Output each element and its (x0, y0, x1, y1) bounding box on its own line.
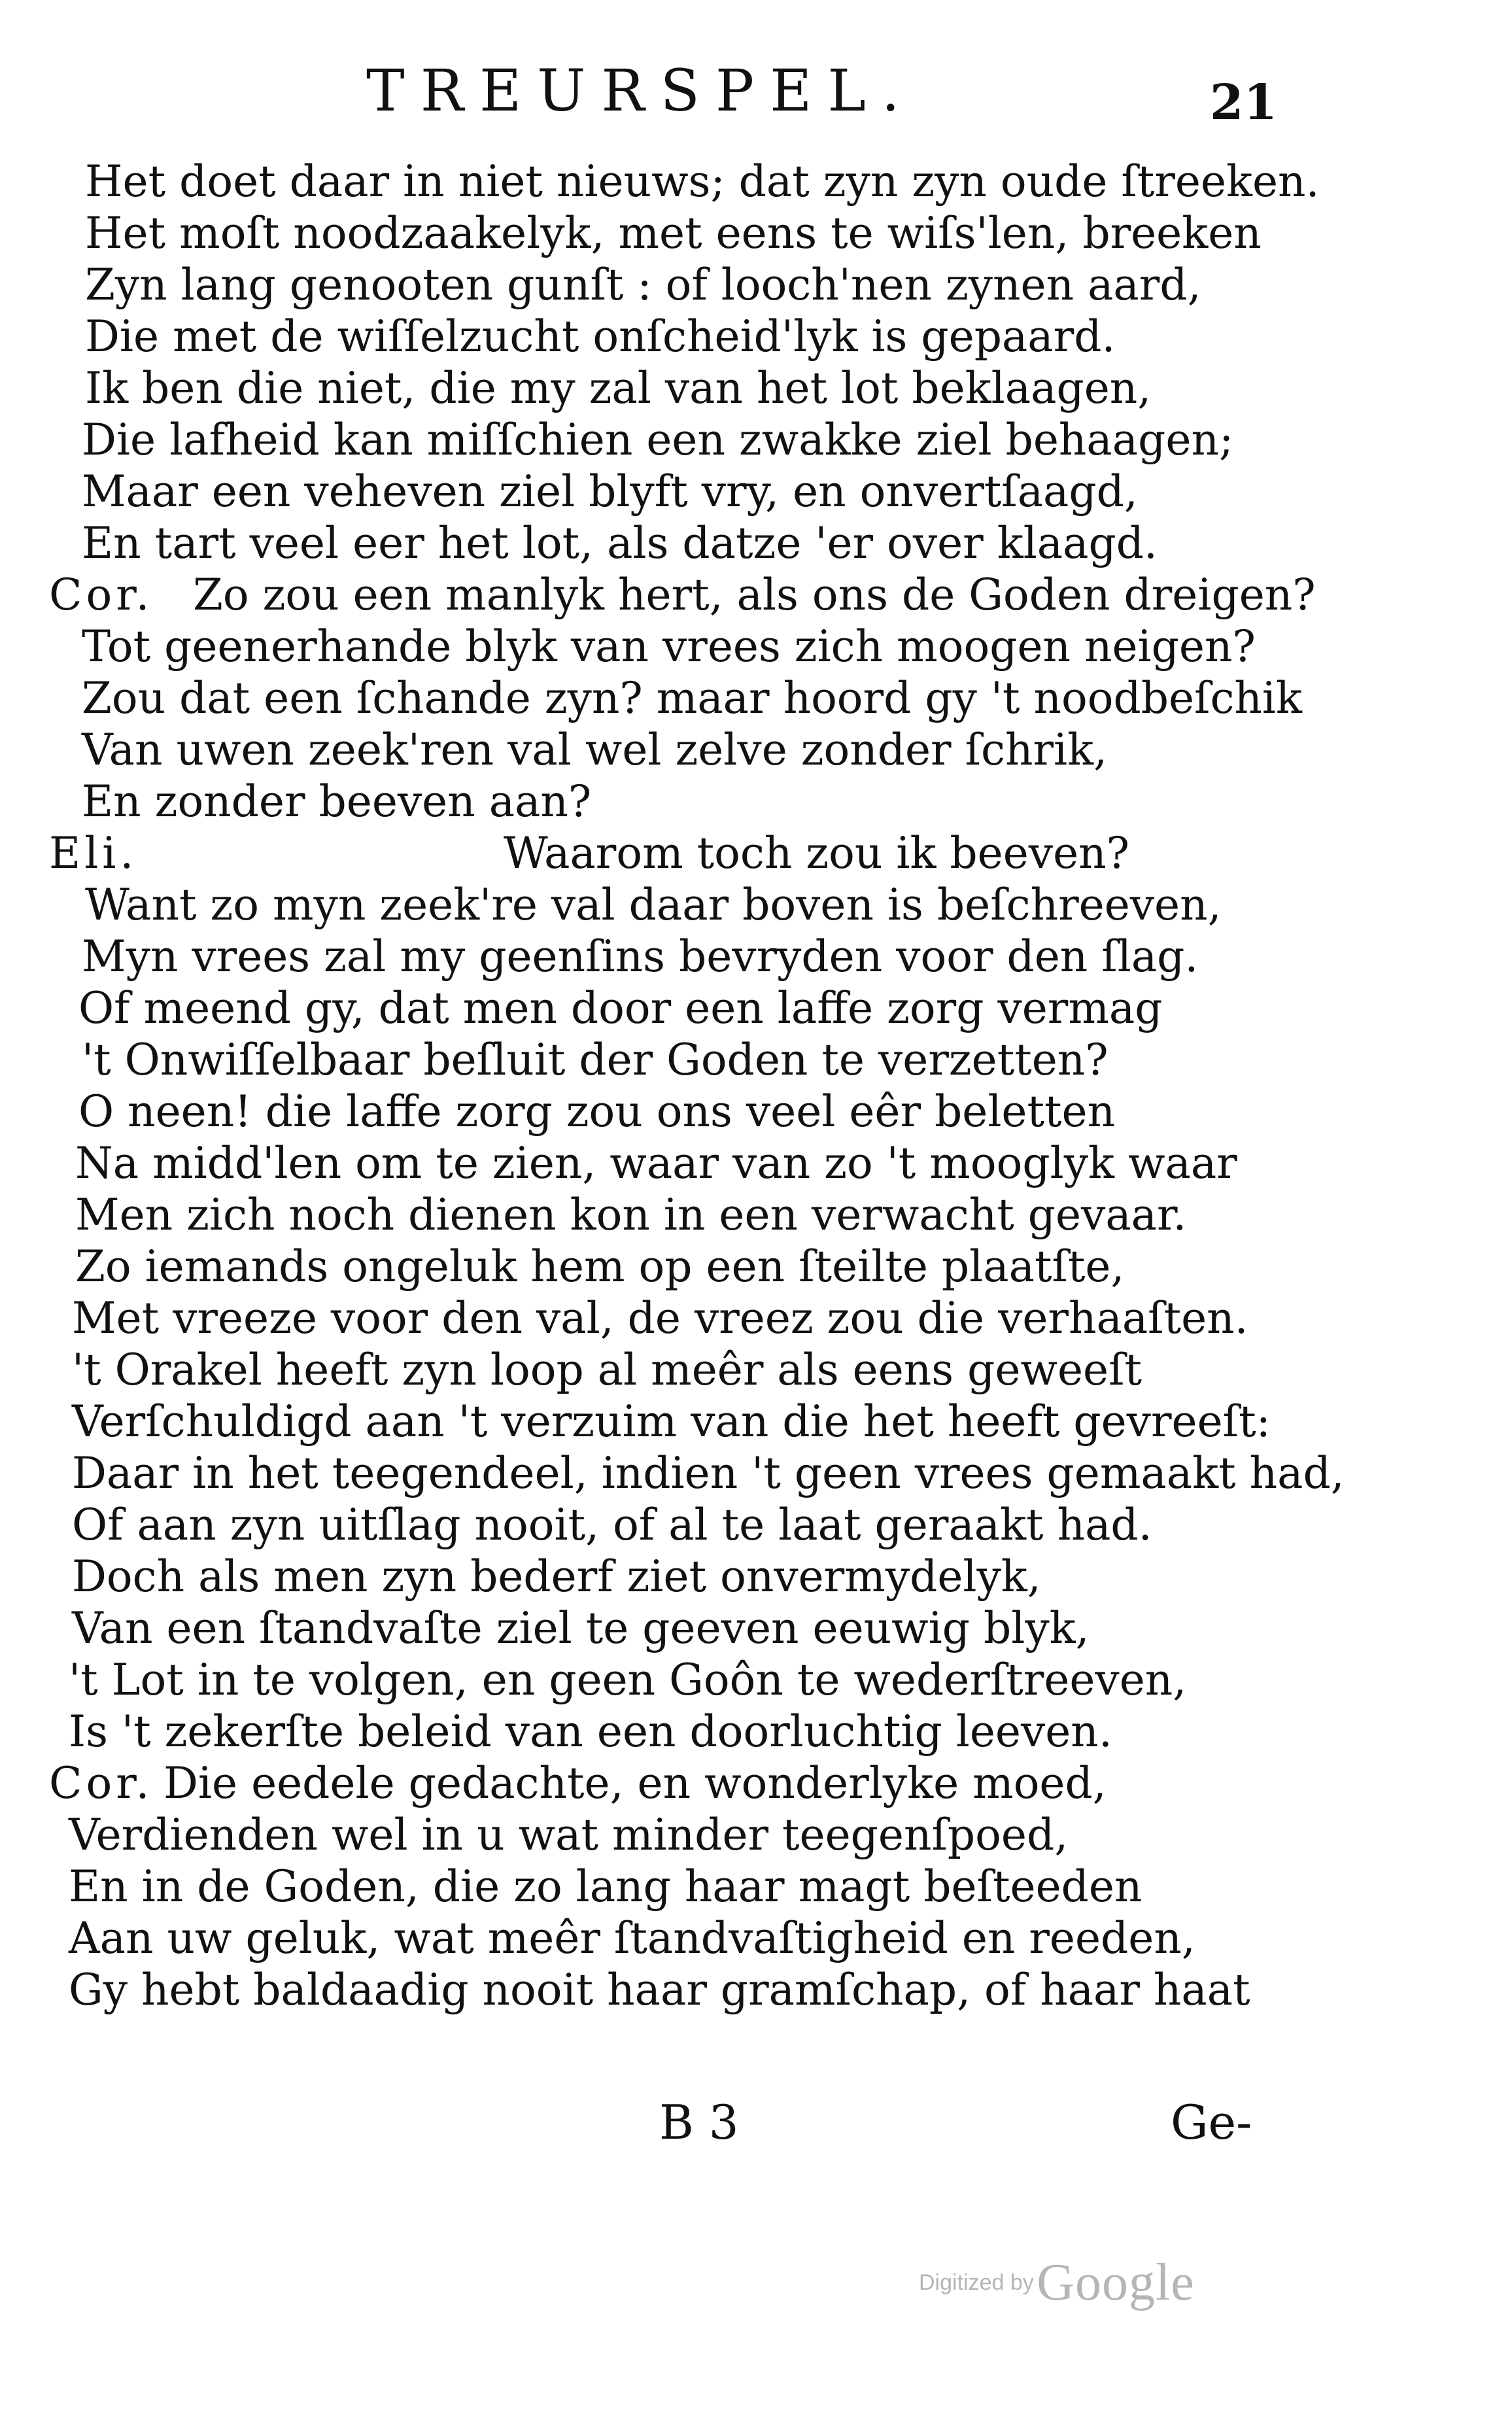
verse-line (0, 1912, 1512, 1964)
verse-text: Na midd'len om te zien, waar van zo 't mooglyk waar (75, 1138, 1237, 1188)
verse-text: O neen! die laffe zorg zou ons veel eêr beletten (78, 1086, 1116, 1137)
verse-line (0, 156, 1512, 207)
verse-line (0, 1034, 1512, 1086)
verse-line (0, 1602, 1512, 1654)
speaker-label: Cor. (49, 1758, 154, 1808)
verse-line (0, 1447, 1512, 1499)
verse-text: Of meend gy, dat men door een laffe zorg vermag (78, 983, 1163, 1033)
digitized-label: Digitized by (919, 2270, 1034, 2295)
verse-line (0, 311, 1512, 362)
verse-line (0, 672, 1512, 724)
verse-text: Die met de wiſſelzucht onſcheid'lyk is gepaard. (85, 311, 1116, 362)
verse-text: Met vreeze voor den val, de vreez zou die verhaaſten. (72, 1293, 1248, 1343)
verse-line (0, 931, 1512, 982)
verse-line (0, 1809, 1512, 1861)
verse-line (0, 1189, 1512, 1241)
verse-line (0, 1396, 1512, 1447)
footer-catchline (0, 2093, 1512, 2152)
verse-text: 't Orakel heeft zyn loop al meêr als eens geweeſt (72, 1345, 1143, 1395)
verse-line (0, 1551, 1512, 1602)
speaker-label: Cor. (49, 570, 154, 620)
verse-text: Die lafheid kan miſſchien een zwakke ziel behaagen; (82, 415, 1234, 465)
verse-line (0, 776, 1512, 827)
verse-line (0, 1344, 1512, 1396)
verse-line (0, 259, 1512, 311)
verse-text: Gy hebt baldaadig nooit haar gramſchap, of haar haat (69, 1965, 1250, 2015)
signature-mark: B 3 (659, 2095, 739, 2150)
verse-text: Zou dat een ſchande zyn? maar hoord gy 't noodbeſchik (82, 673, 1303, 723)
verse-text: En tart veel eer het lot, als datze 'er over klaagd. (82, 518, 1158, 568)
verse-body (0, 156, 1512, 2016)
verse-text: Verdienden wel in u wat minder teegenſpoed, (69, 1810, 1069, 1860)
verse-line (0, 724, 1512, 776)
verse-line (0, 1757, 1512, 1809)
verse-text: Want zo myn zeek're val daar boven is beſchreeven, (85, 880, 1222, 930)
verse-text: Tot geenerhande blyk van vrees zich moogen neigen? (82, 621, 1256, 672)
verse-text: Myn vrees zal my geenſins bevryden voor den ſlag. (82, 931, 1199, 982)
verse-line (0, 1499, 1512, 1551)
verse-text: Zyn lang genooten gunſt : of looch'nen zynen aard, (85, 260, 1201, 310)
verse-line (0, 1241, 1512, 1292)
verse-text: Ik ben die niet, die my zal van het lot beklaagen, (85, 363, 1152, 413)
verse-line (0, 1964, 1512, 2016)
verse-line (0, 982, 1512, 1034)
verse-text: Doch als men zyn bederf ziet onvermydelyk, (72, 1551, 1041, 1602)
verse-text: Van uwen zeek'ren val wel zelve zonder ſchrik, (82, 725, 1108, 775)
verse-line (0, 1654, 1512, 1706)
verse-text: Daar in het teegendeel, indien 't geen vrees gemaakt had, (72, 1448, 1345, 1498)
verse-text: Aan uw geluk, wat meêr ſtandvaſtigheid en reeden, (69, 1913, 1195, 1963)
verse-text: Het moſt noodzaakelyk, met eens te wiſs'len, breeken (85, 208, 1262, 258)
verse-line (0, 879, 1512, 931)
verse-text: 't Lot in te volgen, en geen Goôn te wederſtreeven, (69, 1655, 1187, 1705)
verse-text: En in de Goden, die zo lang haar magt beſteeden (69, 1861, 1143, 1912)
page-number: 21 (1210, 75, 1277, 131)
speaker-label: Eli. (49, 828, 138, 878)
verse-text: Maar een veheven ziel blyft vry, en onvertſaagd, (82, 466, 1138, 517)
verse-line (0, 1706, 1512, 1757)
verse-text: Is 't zekerſte beleid van een doorluchtig leeven. (69, 1706, 1112, 1757)
catchword: Ge- (1171, 2095, 1252, 2150)
verse-text: Zo iemands ongeluk hem op een ſteilte plaatſte, (75, 1241, 1125, 1292)
verse-text: Zo zou een manlyk hert, als ons de Goden dreigen? (193, 570, 1316, 620)
verse-line (0, 1086, 1512, 1137)
verse-text: Of aan zyn uitſlag nooit, of al te laat geraakt had. (72, 1500, 1152, 1550)
verse-line (0, 414, 1512, 466)
verse-text: Men zich noch dienen kon in een verwacht gevaar. (75, 1190, 1187, 1240)
verse-line (0, 466, 1512, 517)
verse-line (0, 517, 1512, 569)
running-title: TREURSPEL. (366, 57, 916, 124)
verse-text: Verſchuldigd aan 't verzuim van die het heeft gevreeſt: (72, 1396, 1271, 1447)
verse-text: Het doet daar in niet nieuws; dat zyn zyn oude ſtreeken. (85, 156, 1320, 207)
verse-line (0, 207, 1512, 259)
verse-text: Waarom toch zou ik beeven? (504, 828, 1130, 878)
verse-line (0, 569, 1512, 621)
verse-line (0, 1137, 1512, 1189)
verse-line (0, 621, 1512, 672)
verse-line (0, 362, 1512, 414)
verse-text: En zonder beeven aan? (82, 776, 592, 827)
verse-line (0, 1861, 1512, 1912)
verse-text: Van een ſtandvaſte ziel te geeven eeuwig blyk, (72, 1603, 1090, 1653)
verse-text: 't Onwiſſelbaar beſluit der Goden te verzetten? (82, 1035, 1108, 1085)
verse-line (0, 827, 1512, 879)
digitized-watermark (919, 2253, 1195, 2313)
google-logo: Google (1037, 2254, 1195, 2311)
verse-text: Die eedele gedachte, en wonderlyke moed, (163, 1758, 1107, 1808)
verse-line (0, 1292, 1512, 1344)
